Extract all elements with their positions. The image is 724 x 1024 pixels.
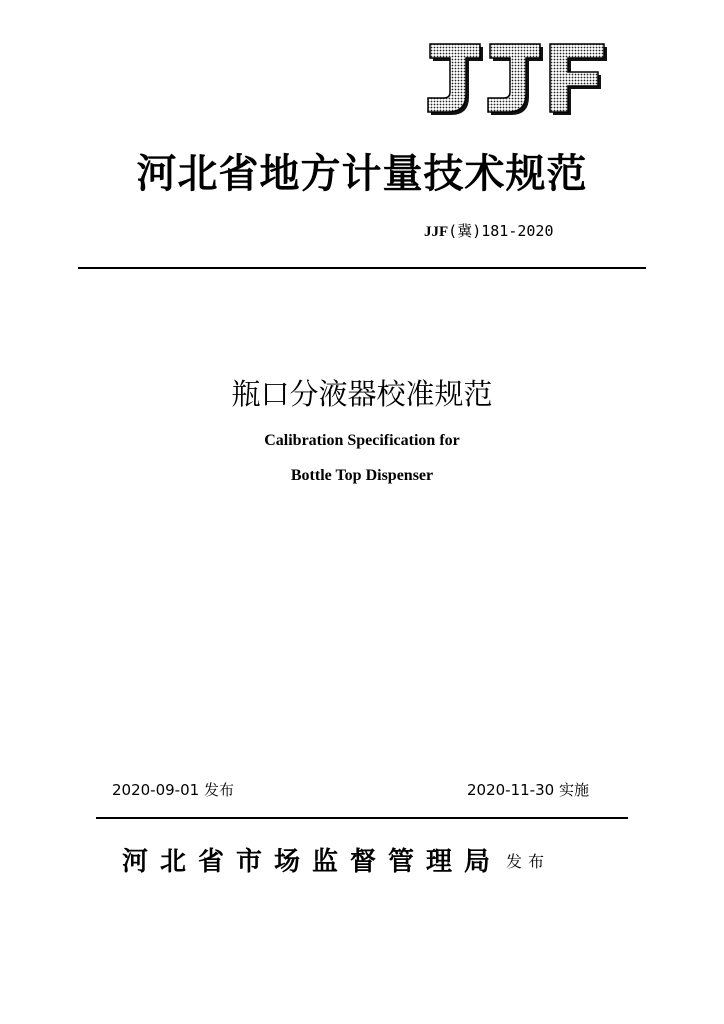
issue-date: 2020-09-01 发布 [112,781,234,799]
document-title-english-line1: Calibration Specification for [264,432,460,449]
issuer-name: 河北省市场监督管理局 [122,847,503,877]
document-title-chinese: 瓶口分液器校准规范 [231,377,493,411]
implementation-date: 2020-11-30 实施 [467,781,589,799]
logo-letter-j-2 [488,44,543,115]
standard-number-prefix: JJF [424,224,449,240]
series-title: 河北省地方计量技术规范 [136,150,588,197]
jjf-logo [424,40,610,116]
standard-number [424,221,553,242]
issuer-suffix: 发布 [506,852,551,871]
logo-letter-j-1 [428,44,483,115]
logo-letter-f [550,44,607,115]
bottom-divider [96,817,628,819]
issuer [122,842,550,885]
top-divider [78,267,646,269]
document-title-english-line2: Bottle Top Dispenser [290,467,434,484]
standard-number-code: (冀)181-2020 [448,222,554,240]
